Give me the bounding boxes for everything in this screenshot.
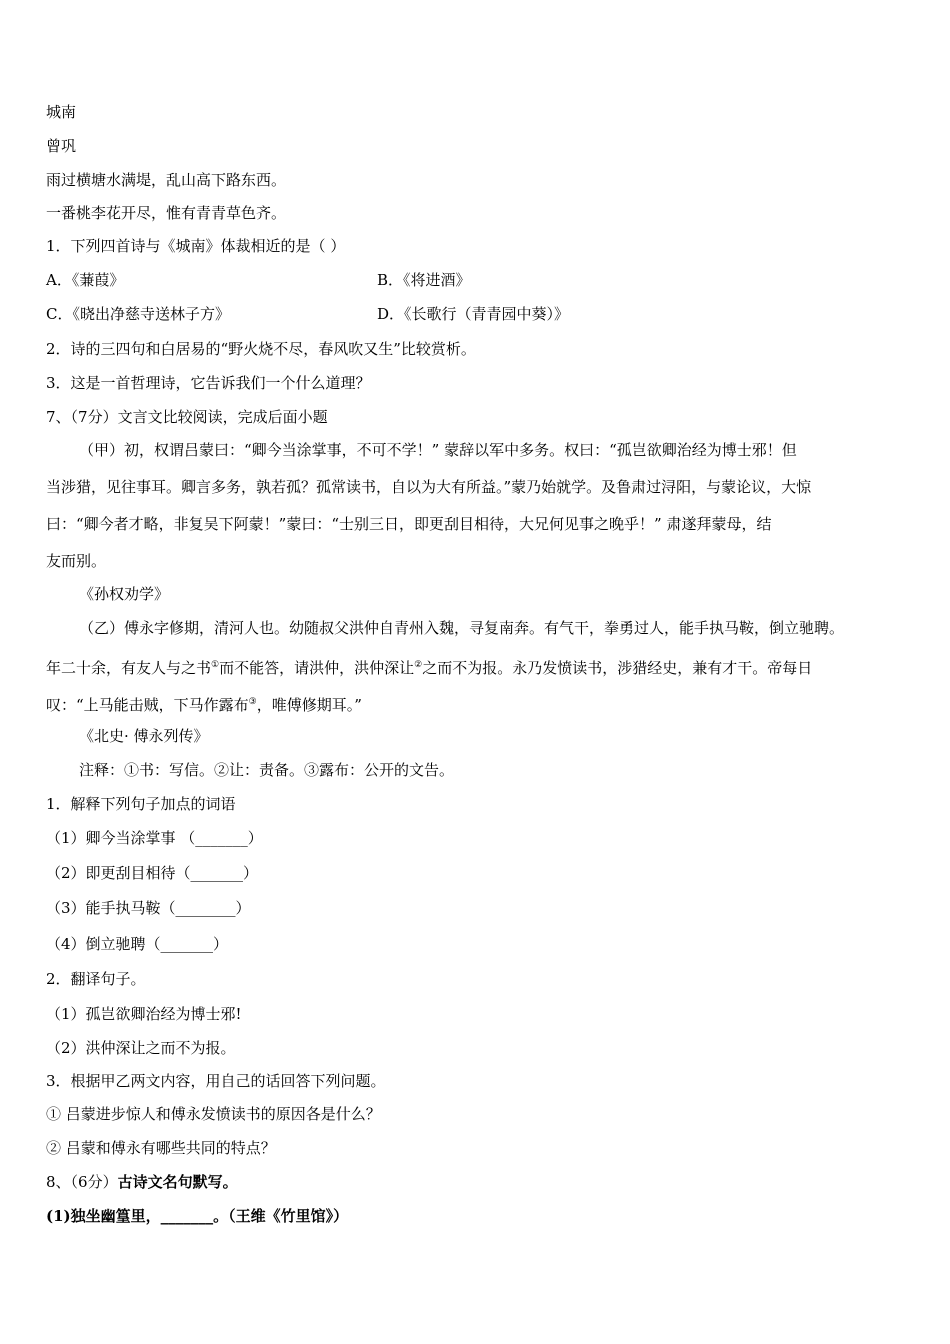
yi2-c: 之而不为报。永乃发愤读书，涉猎经史，兼有才干。帝每日 — [422, 659, 813, 677]
sq1-item-3: （3）能手执马鞍（________） — [46, 899, 251, 917]
sq1-item-4: （4）倒立驰聘（_______） — [46, 935, 229, 953]
q1-option-b: B．《将进酒》 — [377, 271, 471, 289]
sq2-stem: 2．翻译句子。 — [46, 970, 146, 988]
passage-jia-line-1: （甲）初，权谓吕蒙曰：“卿今当涂掌事，不可不学！” 蒙辞以军中多务。权曰：“孤岂欲卿治经为博士邪！但 — [79, 441, 797, 459]
sq1-stem: 1．解释下列句子加点的词语 — [46, 795, 236, 813]
sq3-item-2: ② 吕蒙和傅永有哪些共同的特点？ — [46, 1139, 276, 1157]
poem-author: 曾巩 — [46, 137, 77, 155]
q1-option-a: A．《蒹葭》 — [46, 271, 125, 289]
footnote-3-mark: ③ — [248, 697, 257, 707]
passage-yi-line-1: （乙）傅永字修期，清河人也。幼随叔父洪仲自青州入魏，寻复南奔。有气干，拳勇过人，能手执马鞍，倒立驰聘。 — [79, 619, 845, 637]
q1-option-c: C．《晓出净慈寺送林子方》 — [46, 305, 230, 323]
yi3-a: 叹：“上马能击贼，下马作露布 — [46, 696, 249, 714]
sq2-item-1: （1）孤岂欲卿治经为博士邪! — [46, 1005, 242, 1023]
passage-yi-line-3 — [46, 692, 362, 715]
passage-yi-source: 《北史· 傅永列传》 — [79, 727, 209, 745]
yi3-b: ，唯傅修期耳。” — [256, 696, 362, 714]
sq3-stem: 3．根据甲乙两文内容，用自己的话回答下列问题。 — [46, 1072, 386, 1090]
section-8-title: 古诗文名句默写。 — [117, 1173, 238, 1191]
passage-yi-line-2 — [46, 655, 812, 678]
poem-title: 城南 — [46, 103, 77, 121]
section-8-prefix: 8、（6分） — [46, 1173, 118, 1191]
section-8-heading — [46, 1172, 238, 1192]
q1-stem: 1．下列四首诗与《城南》体裁相近的是（ ） — [46, 237, 346, 255]
sq1-item-1: （1）卿今当涂掌事 （_______） — [46, 829, 263, 847]
poem-line-2: 一番桃李花开尽，惟有青青草色齐。 — [46, 204, 287, 222]
section-8-item-1: (1)独坐幽篁里，_______。（王维《竹里馆》） — [46, 1207, 349, 1225]
passage-jia-line-4: 友而别。 — [46, 552, 107, 570]
q1-option-d: D．《长歌行（青青园中葵）》 — [377, 305, 570, 323]
passage-jia-source: 《孙权劝学》 — [79, 585, 170, 603]
poem-line-1: 雨过横塘水满堤，乱山高下路东西。 — [46, 171, 287, 189]
sq2-item-2: （2）洪仲深让之而不为报。 — [46, 1039, 236, 1057]
footnote-2-mark: ② — [414, 660, 423, 670]
section-7-heading: 7、（7分）文言文比较阅读，完成后面小题 — [46, 408, 328, 426]
sq1-item-2: （2）即更刮目相待（_______） — [46, 864, 259, 882]
q2: 2．诗的三四句和白居易的“野火烧不尽，春风吹又生”比较赏析。 — [46, 340, 476, 358]
passage-jia-line-2: 当涉猎，见往事耳。卿言多务，孰若孤？孤常读书，自以为大有所益。”蒙乃始就学。及鲁肃过浔阳，与蒙论议，大惊 — [46, 478, 812, 496]
q1-option-row-2 — [46, 304, 570, 324]
yi2-a: 年二十余，有友人与之书 — [46, 659, 212, 677]
annotations: 注释：①书：写信。②让：责备。③露布：公开的文告。 — [79, 761, 455, 779]
sq3-item-1: ① 吕蒙进步惊人和傅永发愤读书的原因各是什么？ — [46, 1105, 381, 1123]
q3: 3．这是一首哲理诗，它告诉我们一个什么道理？ — [46, 374, 371, 392]
passage-jia-line-3: 曰：“卿今者才略，非复吴下阿蒙！”蒙曰：“士别三日，即更刮目相待，大兄何见事之晚乎！” 肃遂拜蒙母，结 — [46, 515, 772, 533]
q1-option-row-1 — [46, 270, 471, 290]
yi2-b: 而不能答，请洪仲，洪仲深让 — [219, 659, 415, 677]
footnote-1-mark: ① — [211, 660, 220, 670]
